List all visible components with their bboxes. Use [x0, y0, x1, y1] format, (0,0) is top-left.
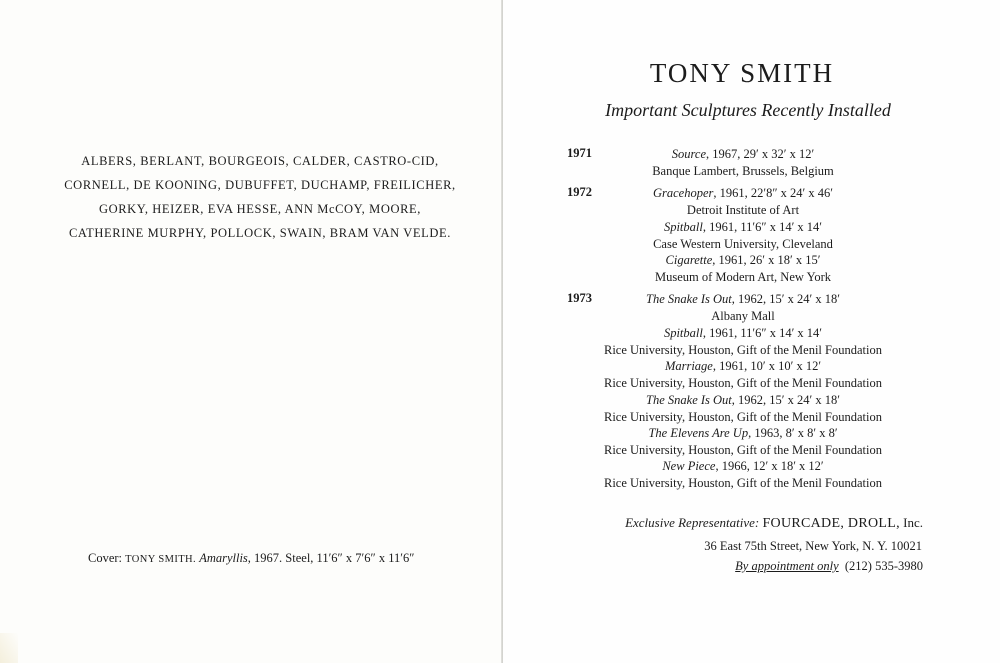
work-details: , 1961, 11′6″ x 14′ x 14′ [702, 220, 823, 234]
work-details: , 1961, 22′8″ x 24′ x 46′ [713, 186, 834, 200]
work-title: The Snake Is Out [646, 393, 732, 407]
work-title: Marriage [664, 359, 713, 373]
sculpture-entry [588, 325, 898, 359]
work-details: , 1962, 15′ x 24′ x 18′ [731, 393, 840, 407]
work-title: New Piece [662, 459, 716, 473]
artist-line: GORKY, HEIZER, EVA HESSE, ANN McCOY, MOORE, [98, 202, 421, 216]
work-details: , 1962, 15′ x 24′ x 18′ [731, 292, 840, 306]
artist-list [60, 149, 460, 245]
sculpture-entry [588, 291, 898, 325]
representative-label: Exclusive Representative: [625, 515, 760, 530]
cover-details: , 1967. Steel, 11′6″ x 7′6″ x 11′6″ [247, 551, 415, 565]
page-title: TONY SMITH [649, 58, 835, 88]
work-details: , 1961, 10′ x 10′ x 12′ [712, 359, 822, 373]
work-location: Rice University, Houston, Gift of the Menil Foundation [604, 410, 882, 424]
phone-number: (212) 535-3980 [844, 559, 923, 573]
work-details: , 1961, 26′ x 18′ x 15′ [712, 253, 821, 267]
sculpture-entry [588, 219, 898, 253]
work-title: The Elevens Are Up [648, 426, 749, 440]
sculpture-entry [588, 392, 898, 426]
artist-line: CATHERINE MURPHY, POLLOCK, SWAIN, BRAM VAN VELDE. [69, 226, 451, 240]
work-location: Rice University, Houston, Gift of the Menil Foundation [604, 443, 882, 457]
work-details: , 1963, 8′ x 8′ x 8′ [748, 426, 838, 440]
gallery-suffix: Inc. [903, 515, 923, 530]
work-location: Rice University, Houston, Gift of the Menil Foundation [604, 476, 882, 490]
work-location: Museum of Modern Art, New York [654, 270, 832, 284]
page-subtitle: Important Sculptures Recently Installed [605, 100, 891, 120]
work-location: Rice University, Houston, Gift of the Menil Foundation [604, 343, 882, 357]
work-details: , 1966, 12′ x 18′ x 12′ [715, 459, 824, 473]
work-title: Source [671, 147, 707, 161]
appointment-note: By appointment only [735, 559, 839, 573]
cover-prefix: Cover: [88, 551, 123, 565]
sculpture-entry [588, 185, 898, 219]
sculpture-entry [588, 458, 898, 492]
work-details: , 1961, 11′6″ x 14′ x 14′ [702, 326, 823, 340]
year-label: 1973 [567, 291, 592, 305]
work-title: Spitball [663, 220, 703, 234]
gallery-address: 36 East 75th Street, New York, N. Y. 10021 [704, 539, 922, 553]
artist-line: ALBERS, BERLANT, BOURGEOIS, CALDER, CASTRO-CID, [81, 154, 439, 168]
sculpture-entry [588, 358, 898, 392]
cover-artist: TONY SMITH. [125, 554, 197, 565]
year-label: 1972 [567, 185, 592, 199]
appointment-line [735, 559, 923, 574]
year-label: 1971 [567, 146, 592, 160]
work-details: , 1967, 29′ x 32′ x 12′ [706, 147, 815, 161]
work-location: Albany Mall [711, 309, 775, 323]
work-title: Gracehoper [652, 186, 714, 200]
work-location: Banque Lambert, Brussels, Belgium [652, 164, 834, 178]
work-location: Detroit Institute of Art [686, 203, 800, 217]
cover-work: Amaryllis [199, 551, 248, 565]
sculpture-entry [588, 146, 898, 180]
paper-stain [0, 633, 18, 663]
work-title: Spitball [663, 326, 703, 340]
sculpture-entry [588, 425, 898, 459]
work-location: Rice University, Houston, Gift of the Menil Foundation [604, 376, 882, 390]
artist-line: CORNELL, DE KOONING, DUBUFFET, DUCHAMP, FREILICHER, [64, 178, 456, 192]
sculpture-entry [588, 252, 898, 286]
cover-caption [88, 551, 414, 566]
work-title: The Snake Is Out [646, 292, 732, 306]
work-title: Cigarette [665, 253, 713, 267]
gallery-name: FOURCADE, DROLL, [762, 516, 900, 531]
representative-line [625, 515, 923, 532]
work-location: Case Western University, Cleveland [653, 237, 833, 251]
